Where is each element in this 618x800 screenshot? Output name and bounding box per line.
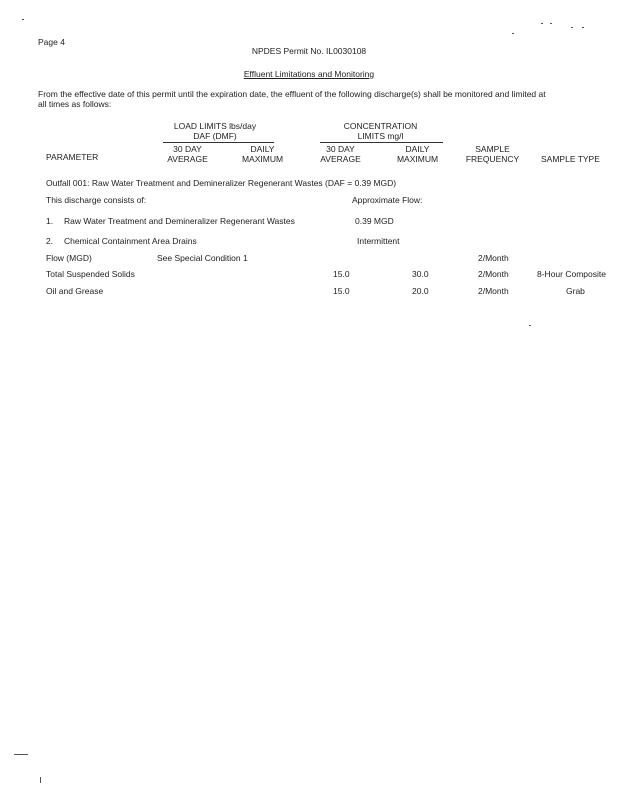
item-name: Chemical Containment Area Drains <box>64 236 197 246</box>
sample-freq-header-1: SAMPLE <box>475 144 510 154</box>
consists-of: This discharge consists of: <box>46 195 147 205</box>
intro-line-1: From the effective date of this permit until the expiration date, the effluent of the following discharge(s) shall be monitored and limited at <box>38 89 546 99</box>
load-max-header-1: DAILY <box>250 144 275 154</box>
scan-speck <box>40 777 41 783</box>
scan-speck <box>529 325 531 326</box>
load-limits-units: DAF (DMF) <box>193 131 237 141</box>
scan-speck <box>22 19 24 20</box>
conc-max-header-2: MAXIMUM <box>396 154 439 164</box>
section-title: Effluent Limitations and Monitoring <box>243 69 375 79</box>
load-max-header-2: MAXIMUM <box>241 154 284 164</box>
row-parameter: Oil and Grease <box>46 286 104 296</box>
item-num: 2. <box>46 236 54 246</box>
conc-limits-rule <box>320 142 443 143</box>
row-conc-max: 30.0 <box>412 269 429 279</box>
row-frequency: 2/Month <box>478 286 509 296</box>
item-flow: 0.39 MGD <box>355 216 394 226</box>
parameter-header: PARAMETER <box>46 152 99 162</box>
scan-speck <box>512 33 514 34</box>
row-note: See Special Condition 1 <box>157 253 248 263</box>
load-avg-header-1: 30 DAY <box>173 144 202 154</box>
permit-title: NPDES Permit No. IL0030108 <box>251 46 367 56</box>
row-conc-max: 20.0 <box>412 286 429 296</box>
sample-type-header: SAMPLE TYPE <box>541 154 600 164</box>
load-limits-rule <box>163 142 274 143</box>
scan-speck <box>14 754 28 755</box>
conc-avg-header-2: AVERAGE <box>320 154 361 164</box>
outfall-line: Outfall 001: Raw Water Treatment and Demineralizer Regenerant Wastes (DAF = 0.39 MGD) <box>46 178 397 188</box>
sample-freq-header-2: FREQUENCY <box>465 154 520 164</box>
row-parameter: Total Suspended Solids <box>46 269 135 279</box>
approx-flow-label: Approximate Flow: <box>352 195 423 205</box>
scan-speck <box>550 23 552 24</box>
load-avg-header-2: AVERAGE <box>167 154 208 164</box>
item-num: 1. <box>46 216 54 226</box>
scan-speck <box>571 27 573 28</box>
row-sample-type: 8-Hour Composite <box>537 269 606 279</box>
row-parameter: Flow (MGD) <box>46 253 92 263</box>
conc-limits-units: LIMITS mg/l <box>357 131 404 141</box>
conc-max-header-1: DAILY <box>405 144 430 154</box>
conc-limits-header: CONCENTRATION <box>343 121 418 131</box>
item-name: Raw Water Treatment and Demineralizer Regenerant Wastes <box>64 216 295 226</box>
conc-avg-header-1: 30 DAY <box>326 144 355 154</box>
row-sample-type: Grab <box>566 286 585 296</box>
load-limits-header: LOAD LIMITS lbs/day <box>173 121 257 131</box>
scan-speck <box>582 27 584 28</box>
item-flow: Intermittent <box>357 236 400 246</box>
intro-line-2: all times as follows: <box>38 99 112 109</box>
row-conc-avg: 15.0 <box>333 286 350 296</box>
row-frequency: 2/Month <box>478 253 509 263</box>
scan-speck <box>541 23 543 24</box>
row-frequency: 2/Month <box>478 269 509 279</box>
row-conc-avg: 15.0 <box>333 269 350 279</box>
page-label: Page 4 <box>38 37 65 47</box>
